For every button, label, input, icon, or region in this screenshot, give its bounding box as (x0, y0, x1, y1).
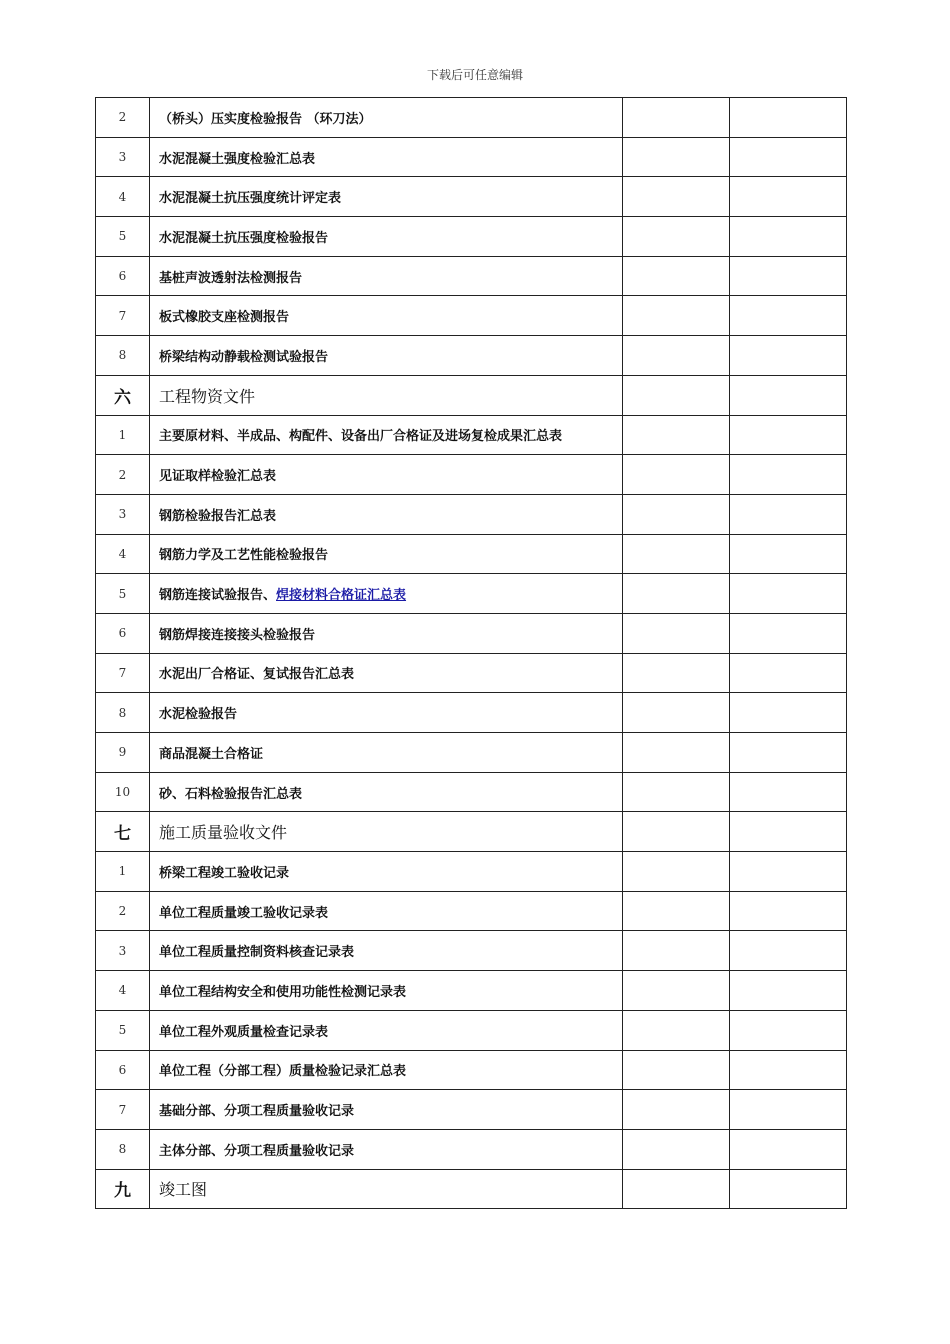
section-header-row (96, 1169, 847, 1209)
blank-cell (623, 217, 730, 257)
section-number: 七 (96, 812, 150, 852)
item-number: 6 (96, 613, 150, 653)
table-row (96, 852, 847, 892)
item-name (150, 574, 623, 614)
item-name (150, 98, 623, 138)
table-row (96, 98, 847, 138)
item-number: 3 (96, 931, 150, 971)
section-title (150, 1169, 623, 1209)
item-number: 7 (96, 1090, 150, 1130)
table-row (96, 534, 847, 574)
blank-cell (730, 137, 847, 177)
item-number: 8 (96, 693, 150, 733)
item-number: 10 (96, 772, 150, 812)
blank-cell (730, 891, 847, 931)
blank-cell (730, 455, 847, 495)
item-name-text: 基础分部、分项工程质量验收记录 (159, 1104, 355, 1120)
item-name (150, 653, 623, 693)
blank-cell (730, 1090, 847, 1130)
item-name (150, 772, 623, 812)
item-number: 2 (96, 891, 150, 931)
blank-cell (623, 1050, 730, 1090)
blank-cell (623, 812, 730, 852)
item-name (150, 296, 623, 336)
item-name-text: 水泥混凝土抗压强度统计评定表 (159, 191, 342, 207)
blank-cell (730, 415, 847, 455)
item-number: 2 (96, 455, 150, 495)
blank-cell (623, 891, 730, 931)
document-link[interactable]: 焊接材料合格证汇总表 (276, 588, 407, 604)
item-name-text: 单位工程结构安全和使用功能性检测记录表 (159, 984, 407, 1000)
blank-cell (623, 653, 730, 693)
blank-cell (730, 812, 847, 852)
item-number: 1 (96, 415, 150, 455)
table-row (96, 891, 847, 931)
blank-cell (730, 375, 847, 415)
item-number: 9 (96, 733, 150, 773)
item-name-text: 单位工程外观质量检查记录表 (159, 1024, 329, 1040)
section-title (150, 375, 623, 415)
table-row (96, 574, 847, 614)
item-number: 2 (96, 98, 150, 138)
table-row (96, 494, 847, 534)
blank-cell (730, 971, 847, 1011)
item-name-text: 砂、石料检验报告汇总表 (159, 786, 303, 802)
item-number: 1 (96, 852, 150, 892)
item-name-text: 钢筋检验报告汇总表 (159, 508, 277, 524)
blank-cell (623, 574, 730, 614)
blank-cell (730, 1010, 847, 1050)
item-name-text: 见证取样检验汇总表 (159, 469, 277, 485)
item-name-text: 工程物资文件 (159, 386, 256, 406)
blank-cell (730, 256, 847, 296)
blank-cell (730, 177, 847, 217)
blank-cell (623, 1169, 730, 1209)
item-number: 4 (96, 534, 150, 574)
section-title (150, 812, 623, 852)
item-name (150, 534, 623, 574)
table-row (96, 772, 847, 812)
table-row (96, 177, 847, 217)
blank-cell (623, 733, 730, 773)
blank-cell (623, 772, 730, 812)
item-name-text: 主体分部、分项工程质量验收记录 (159, 1143, 355, 1159)
blank-cell (623, 693, 730, 733)
item-name (150, 415, 623, 455)
item-name (150, 494, 623, 534)
item-name-text: 竣工图 (159, 1180, 208, 1200)
item-name (150, 137, 623, 177)
table-row (96, 455, 847, 495)
blank-cell (730, 217, 847, 257)
table-row (96, 415, 847, 455)
item-number: 8 (96, 336, 150, 376)
item-number: 6 (96, 256, 150, 296)
item-name-text: 单位工程质量控制资料核查记录表 (159, 945, 355, 961)
item-name (150, 336, 623, 376)
item-name (150, 1010, 623, 1050)
item-name-text: 钢筋连接试验报告、 (159, 588, 277, 604)
item-number: 5 (96, 574, 150, 614)
table-row (96, 653, 847, 693)
item-name-text: 商品混凝土合格证 (159, 746, 264, 762)
blank-cell (623, 931, 730, 971)
item-name (150, 891, 623, 931)
blank-cell (730, 733, 847, 773)
blank-cell (623, 494, 730, 534)
blank-cell (623, 971, 730, 1011)
item-name (150, 217, 623, 257)
blank-cell (730, 296, 847, 336)
blank-cell (730, 1169, 847, 1209)
item-name (150, 1129, 623, 1169)
blank-cell (623, 415, 730, 455)
blank-cell (730, 653, 847, 693)
table-row (96, 137, 847, 177)
item-number: 4 (96, 971, 150, 1011)
item-name-text: 单位工程（分部工程）质量检验记录汇总表 (159, 1064, 407, 1080)
blank-cell (730, 574, 847, 614)
item-name-text: 基桩声波透射法检测报告 (159, 270, 303, 286)
document-index-table (95, 97, 847, 1209)
table-row (96, 296, 847, 336)
table-row (96, 1129, 847, 1169)
item-number: 8 (96, 1129, 150, 1169)
blank-cell (730, 98, 847, 138)
blank-cell (730, 931, 847, 971)
item-name-text: 水泥混凝土强度检验汇总表 (159, 151, 316, 167)
item-name-text: 施工质量验收文件 (159, 823, 288, 843)
item-number: 6 (96, 1050, 150, 1090)
item-name (150, 852, 623, 892)
item-name (150, 455, 623, 495)
blank-cell (730, 772, 847, 812)
item-name-text: 水泥混凝土抗压强度检验报告 (159, 230, 329, 246)
page-header: 下载后可任意编辑 (426, 68, 523, 82)
item-number: 3 (96, 137, 150, 177)
item-name (150, 971, 623, 1011)
item-name-text: 单位工程质量竣工验收记录表 (159, 905, 329, 921)
item-name-text: 桥梁工程竣工验收记录 (159, 865, 290, 881)
blank-cell (623, 375, 730, 415)
section-number: 九 (96, 1169, 150, 1209)
blank-cell (623, 98, 730, 138)
item-name-text: 水泥检验报告 (159, 707, 238, 723)
table-row (96, 1050, 847, 1090)
item-name-text: 钢筋焊接连接接头检验报告 (159, 627, 316, 643)
item-number: 5 (96, 217, 150, 257)
blank-cell (623, 1010, 730, 1050)
item-number: 7 (96, 653, 150, 693)
blank-cell (730, 852, 847, 892)
item-name (150, 1090, 623, 1130)
item-name (150, 613, 623, 653)
table-row (96, 931, 847, 971)
blank-cell (623, 1129, 730, 1169)
item-name-text: 主要原材料、半成品、构配件、设备出厂合格证及进场复检成果汇总表 (159, 429, 563, 445)
section-header-row (96, 812, 847, 852)
item-name-text: 板式橡胶支座检测报告 (159, 310, 290, 326)
item-name-text: 钢筋力学及工艺性能检验报告 (159, 548, 329, 564)
item-number: 7 (96, 296, 150, 336)
section-number: 六 (96, 375, 150, 415)
blank-cell (730, 534, 847, 574)
table-row (96, 733, 847, 773)
table-body (96, 98, 847, 1209)
item-number: 3 (96, 494, 150, 534)
item-name (150, 256, 623, 296)
blank-cell (623, 455, 730, 495)
item-name-text: 桥梁结构动静载检测试验报告 (159, 349, 329, 365)
item-name (150, 733, 623, 773)
blank-cell (730, 613, 847, 653)
item-name-text: 水泥出厂合格证、复试报告汇总表 (159, 667, 355, 683)
table-row (96, 693, 847, 733)
blank-cell (623, 852, 730, 892)
blank-cell (623, 137, 730, 177)
table-row (96, 336, 847, 376)
blank-cell (623, 613, 730, 653)
item-name-text: （桥头）压实度检验报告 （环刀法） (159, 111, 372, 127)
table-row (96, 217, 847, 257)
blank-cell (623, 336, 730, 376)
item-number: 4 (96, 177, 150, 217)
table-row (96, 1090, 847, 1130)
blank-cell (623, 534, 730, 574)
item-name (150, 693, 623, 733)
table-row (96, 256, 847, 296)
blank-cell (730, 336, 847, 376)
item-name (150, 177, 623, 217)
section-header-row (96, 375, 847, 415)
item-number: 5 (96, 1010, 150, 1050)
blank-cell (730, 494, 847, 534)
blank-cell (623, 296, 730, 336)
table-row (96, 971, 847, 1011)
blank-cell (730, 693, 847, 733)
item-name (150, 931, 623, 971)
blank-cell (730, 1050, 847, 1090)
item-name (150, 1050, 623, 1090)
blank-cell (623, 256, 730, 296)
table-row (96, 613, 847, 653)
blank-cell (623, 1090, 730, 1130)
table-row (96, 1010, 847, 1050)
blank-cell (623, 177, 730, 217)
blank-cell (730, 1129, 847, 1169)
